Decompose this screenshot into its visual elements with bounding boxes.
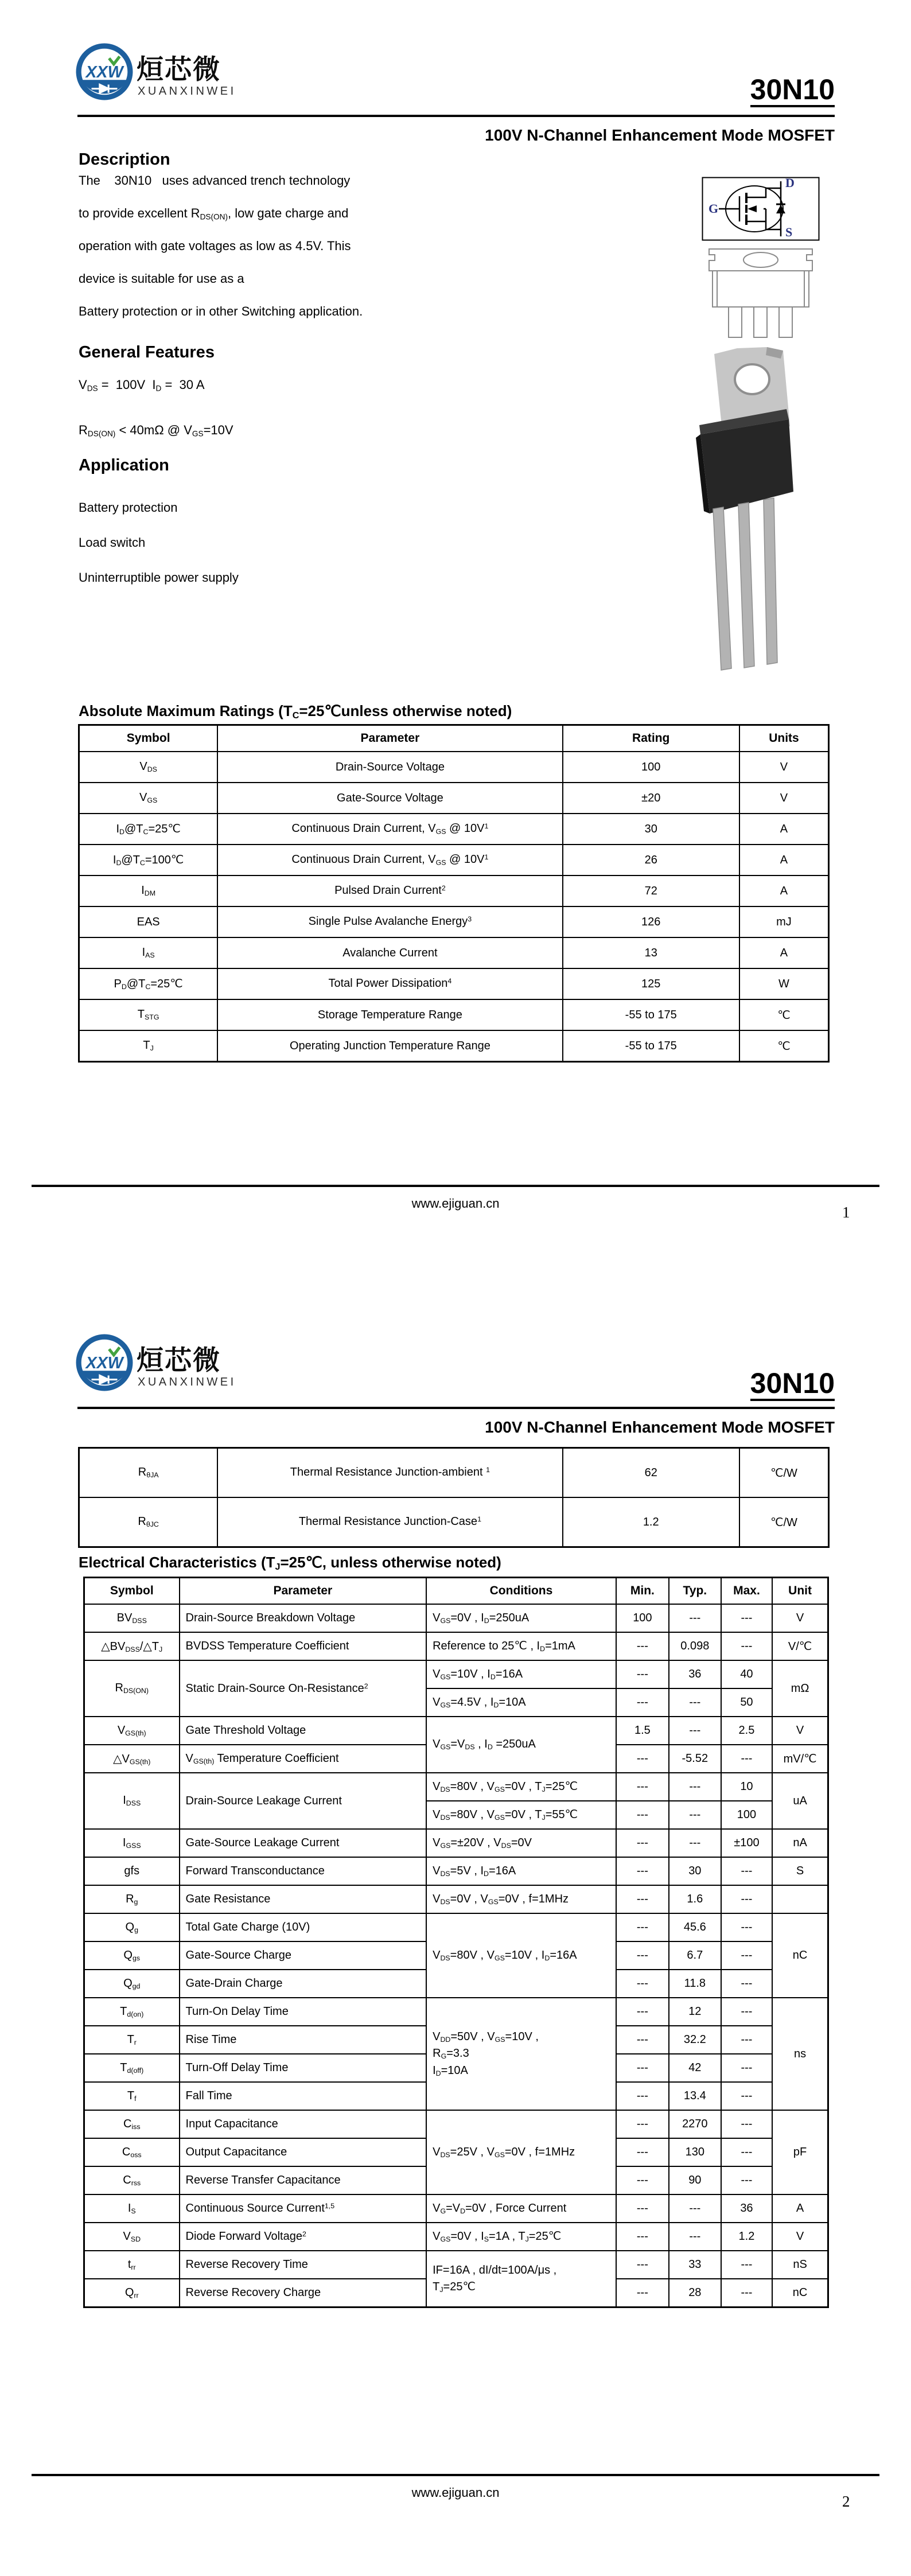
header-rule: [77, 1407, 835, 1409]
table-cell: 100: [721, 1801, 772, 1829]
table-cell: 125: [563, 968, 739, 999]
brand-logo-icon: [75, 42, 134, 101]
table-cell: $V_{GS}=0V$ , $I_S=1A$ , $T_J=25℃$: [426, 2223, 616, 2251]
table-cell: 30: [669, 1857, 721, 1885]
table-cell: 12: [669, 1998, 721, 2026]
table-cell: $C_{oss}$: [84, 2138, 180, 2166]
column-header: Symbol: [84, 1578, 180, 1605]
header-row: [79, 725, 829, 752]
table-row: [79, 1448, 829, 1498]
table-cell: W: [739, 968, 829, 999]
table-cell: $R_{\theta JA}$: [79, 1448, 218, 1498]
table-row: [79, 783, 829, 814]
table-cell: Gate-Source Leakage Current: [180, 1829, 427, 1857]
part-number: 30N10: [750, 1368, 835, 1401]
footer-rule: [32, 2474, 879, 2476]
table-cell: ---: [616, 1913, 669, 1941]
table-cell: BVDSS Temperature Coefficient: [180, 1632, 427, 1660]
table-cell: Rise Time: [180, 2026, 427, 2054]
table-cell: A: [772, 2194, 828, 2223]
table-cell: ---: [616, 1660, 669, 1688]
table-cell: $T_{d(on)}$: [84, 1998, 180, 2026]
table-cell: V: [739, 752, 829, 783]
column-header: Parameter: [217, 725, 562, 752]
page-2: [0, 1291, 911, 2576]
table-row: [84, 1632, 828, 1660]
table-cell: ---: [616, 1857, 669, 1885]
table-cell: mJ: [739, 906, 829, 937]
brand-name-en: XUANXINWEI: [138, 1376, 236, 1388]
table-cell: ---: [721, 2251, 772, 2279]
table-cell: $I_S$: [84, 2194, 180, 2223]
table-cell: ---: [616, 1829, 669, 1857]
column-header: Min.: [616, 1578, 669, 1605]
page-subtitle: 100V N-Channel Enhancement Mode MOSFET: [485, 1418, 835, 1436]
table-cell: 36: [721, 2194, 772, 2223]
table-cell: $I_D@T_C=25℃$: [79, 814, 218, 845]
table-cell: ---: [616, 2166, 669, 2194]
table-cell: $V_{GS}=4.5V$ , $I_D=10A$: [426, 1688, 616, 1717]
table-cell: Reference to 25℃ , $I_D=1mA$: [426, 1632, 616, 1660]
table-cell: $V_{DS}=80V$ , $V_{GS}=0V$ , $T_J=55℃$: [426, 1801, 616, 1829]
table-cell: Gate Threshold Voltage: [180, 1717, 427, 1745]
table-row: [79, 875, 829, 906]
table-cell: 0.098: [669, 1632, 721, 1660]
description-text: [79, 173, 446, 337]
text-line: Load switch: [79, 535, 146, 550]
table-cell: ±100: [721, 1829, 772, 1857]
table-cell: ---: [616, 2110, 669, 2138]
table-cell: IF=16A , dI/dt=100A/μs , $T_J=25℃$: [426, 2251, 616, 2307]
table-cell: S: [772, 1857, 828, 1885]
table-cell: $Q_g$: [84, 1913, 180, 1941]
table-cell: $C_{iss}$: [84, 2110, 180, 2138]
brand-name-cn: 烜芯微: [137, 54, 221, 84]
table-cell: ---: [721, 2082, 772, 2110]
table-cell: Reverse Recovery Charge: [180, 2279, 427, 2307]
table-cell: $T_{STG}$: [79, 999, 218, 1030]
table-cell: ---: [721, 1632, 772, 1660]
table-row: [79, 968, 829, 999]
table-cell: $V_{GS}=0V$ , $I_D=250uA$: [426, 1604, 616, 1632]
table-cell: mΩ: [772, 1660, 828, 1717]
table-cell: Forward Transconductance: [180, 1857, 427, 1885]
table-row: [84, 1717, 828, 1745]
text-line: Uninterruptible power supply: [79, 570, 239, 585]
table-cell: V: [772, 2223, 828, 2251]
text-line: Battery protection or in other Switching application.: [79, 304, 363, 319]
table-cell: 40: [721, 1660, 772, 1688]
table-cell: Turn-On Delay Time: [180, 1998, 427, 2026]
table-cell: ---: [721, 1857, 772, 1885]
table-cell: 33: [669, 2251, 721, 2279]
table-cell: 42: [669, 2054, 721, 2082]
table-cell: Gate Resistance: [180, 1885, 427, 1913]
text-line: Battery protection: [79, 500, 178, 515]
table-cell: $C_{rss}$: [84, 2166, 180, 2194]
table-cell: ℃/W: [739, 1497, 829, 1547]
table-row: [79, 845, 829, 875]
table-cell: Pulsed Drain Current$^2$: [217, 875, 562, 906]
table-cell: 13: [563, 937, 739, 968]
table-cell: $V_{DS}=0V$ , $V_{GS}=0V$ , f=1MHz: [426, 1885, 616, 1913]
table-cell: 50: [721, 1688, 772, 1717]
table-cell: ---: [669, 1688, 721, 1717]
to220-photo-icon: [696, 347, 793, 670]
table-cell: A: [739, 814, 829, 845]
table-cell: ---: [616, 2138, 669, 2166]
package-outline-figure: [704, 248, 817, 338]
table-cell: $V_{GS(th)}$: [84, 1717, 180, 1745]
table-cell: V: [772, 1604, 828, 1632]
application-heading: Application: [79, 456, 169, 474]
table-row: [84, 1660, 828, 1688]
table-cell: ns: [772, 1998, 828, 2110]
table-cell: $V_{GS}=\pm 20V$ , $V_{DS}=0V$: [426, 1829, 616, 1857]
table-cell: $V_{DS}=80V$ , $V_{GS}=0V$ , $T_J=25℃$: [426, 1773, 616, 1801]
table-row: [79, 752, 829, 783]
table-cell: ---: [721, 1970, 772, 1998]
table-row: [84, 1885, 828, 1913]
table-cell: Output Capacitance: [180, 2138, 427, 2166]
header-row: [84, 1578, 828, 1605]
column-header: Unit: [772, 1578, 828, 1605]
mosfet-symbol-figure: [702, 177, 820, 241]
drain-label: D: [785, 177, 795, 190]
table-row: [84, 2194, 828, 2223]
footer-url: www.ejiguan.cn: [411, 1196, 500, 1211]
table-cell: Drain-Source Leakage Current: [180, 1773, 427, 1829]
table-cell: $V_{GS}$: [79, 783, 218, 814]
table-cell: $V_{GS(th)}$ Temperature Coefficient: [180, 1745, 427, 1773]
table-cell: 2270: [669, 2110, 721, 2138]
table-cell: ---: [669, 1773, 721, 1801]
text-line: $R_{DS(ON)} < 40m\Omega$ @ $V_{GS}=10V$: [79, 423, 233, 438]
table-cell: ---: [721, 1913, 772, 1941]
column-header: Parameter: [180, 1578, 427, 1605]
table-cell: Total Power Dissipation$^4$: [217, 968, 562, 999]
table-cell: $Q_{gd}$: [84, 1970, 180, 1998]
table-cell: $V_{DS}=25V$ , $V_{GS}=0V$ , f=1MHz: [426, 2110, 616, 2194]
text-line: operation with gate voltages as low as 4.5V. This: [79, 239, 351, 254]
table-cell: Turn-Off Delay Time: [180, 2054, 427, 2082]
table-row: [79, 1030, 829, 1062]
table-cell: ---: [669, 1604, 721, 1632]
general-features-text: [79, 378, 446, 469]
table-cell: Continuous Drain Current, $V_{GS}$ @ $10V^1$: [217, 845, 562, 875]
table-cell: 36: [669, 1660, 721, 1688]
elec-table: [83, 1577, 829, 2308]
table-row: [84, 1857, 828, 1885]
general-features-heading: General Features: [79, 343, 215, 361]
table-cell: ---: [616, 1941, 669, 1970]
table-cell: 13.4: [669, 2082, 721, 2110]
gate-label: G: [708, 201, 719, 216]
column-header: Symbol: [79, 725, 218, 752]
text-line: device is suitable for use as a: [79, 271, 244, 286]
table-cell: 1.6: [669, 1885, 721, 1913]
table-cell: 62: [563, 1448, 739, 1498]
table-cell: 2.5: [721, 1717, 772, 1745]
part-number: 30N10: [750, 75, 835, 107]
table-cell: $\triangle V_{GS(th)}$: [84, 1745, 180, 1773]
table-cell: 130: [669, 2138, 721, 2166]
table-cell: Gate-Drain Charge: [180, 1970, 427, 1998]
table-cell: V: [739, 783, 829, 814]
footer-rule: [32, 1185, 879, 1187]
table-row: [79, 814, 829, 845]
table-cell: Thermal Resistance Junction-ambient $^1$: [217, 1448, 562, 1498]
table-cell: EAS: [79, 906, 218, 937]
table-cell: Total Gate Charge (10V): [180, 1913, 427, 1941]
table-cell: Thermal Resistance Junction-Case$^1$: [217, 1497, 562, 1547]
table-cell: ---: [669, 1829, 721, 1857]
table-cell: ---: [616, 1970, 669, 1998]
table-cell: 100: [563, 752, 739, 783]
table-cell: $V_G=V_D=0V$ , Force Current: [426, 2194, 616, 2223]
table-cell: ---: [616, 1801, 669, 1829]
table-cell: Diode Forward Voltage$^2$: [180, 2223, 427, 2251]
description-heading: Description: [79, 150, 170, 169]
header-rule: [77, 115, 835, 117]
table-cell: Drain-Source Breakdown Voltage: [180, 1604, 427, 1632]
table-cell: 32.2: [669, 2026, 721, 2054]
table-cell: ---: [616, 1632, 669, 1660]
package-photo-figure: [680, 347, 803, 680]
table-cell: $I_{GSS}$: [84, 1829, 180, 1857]
table-cell: ℃: [739, 999, 829, 1030]
table-cell: 6.7: [669, 1941, 721, 1970]
table-row: [84, 2251, 828, 2279]
table-cell: $V_{SD}$: [84, 2223, 180, 2251]
table-cell: $T_r$: [84, 2026, 180, 2054]
brand-logo-icon: [75, 1333, 134, 1392]
table-cell: $Q_{gs}$: [84, 1941, 180, 1970]
table-cell: ---: [721, 1941, 772, 1970]
table-cell: $\triangle BV_{DSS}/\triangle T_J$: [84, 1632, 180, 1660]
table-cell: $T_f$: [84, 2082, 180, 2110]
table-cell: 10: [721, 1773, 772, 1801]
table-cell: $I_D@T_C=100℃$: [79, 845, 218, 875]
table-cell: $I_{DSS}$: [84, 1773, 180, 1829]
table-cell: A: [739, 845, 829, 875]
table-cell: ℃: [739, 1030, 829, 1062]
table-cell: $R_{DS(ON)}$: [84, 1660, 180, 1717]
table-cell: ---: [721, 1604, 772, 1632]
table-cell: nS: [772, 2251, 828, 2279]
table-row: [79, 999, 829, 1030]
table-cell: $T_{d(off)}$: [84, 2054, 180, 2082]
table-cell: nC: [772, 2279, 828, 2307]
table-cell: ---: [669, 2223, 721, 2251]
table-cell: -55 to 175: [563, 1030, 739, 1062]
table-cell: $Q_{rr}$: [84, 2279, 180, 2307]
table-cell: ℃/W: [739, 1448, 829, 1498]
table-cell: 28: [669, 2279, 721, 2307]
table-cell: $V_{GS}=V_{DS}$ , $I_D =250uA$: [426, 1717, 616, 1773]
amr-table: [78, 724, 830, 1063]
table-cell: Single Pulse Avalanche Energy$^3$: [217, 906, 562, 937]
table-cell: $T_J$: [79, 1030, 218, 1062]
page-number: 1: [842, 1204, 850, 1221]
table-cell: ---: [669, 2194, 721, 2223]
table-cell: $t_{rr}$: [84, 2251, 180, 2279]
table-cell: Drain-Source Voltage: [217, 752, 562, 783]
table-cell: $I_{AS}$: [79, 937, 218, 968]
table-cell: Reverse Transfer Capacitance: [180, 2166, 427, 2194]
table-cell: 1.2: [563, 1497, 739, 1547]
table-cell: Gate-Source Charge: [180, 1941, 427, 1970]
table-cell: ---: [616, 2082, 669, 2110]
table-cell: $P_D@T_C=25℃$: [79, 968, 218, 999]
table-cell: ---: [721, 1885, 772, 1913]
table-cell: mV/℃: [772, 1745, 828, 1773]
table-cell: Avalanche Current: [217, 937, 562, 968]
table-cell: 72: [563, 875, 739, 906]
table-cell: 1.5: [616, 1717, 669, 1745]
table-cell: ---: [616, 2223, 669, 2251]
table-row: [79, 1497, 829, 1547]
text-line: to provide excellent $R_{DS(ON)}$, low gate charge and: [79, 206, 349, 221]
page-number: 2: [842, 2493, 850, 2510]
table-cell: 26: [563, 845, 739, 875]
table-row: [79, 937, 829, 968]
table-cell: V: [772, 1717, 828, 1745]
table-row: [84, 1604, 828, 1632]
table-cell: A: [739, 875, 829, 906]
table-cell: ---: [669, 1801, 721, 1829]
table-cell: ---: [616, 2054, 669, 2082]
table-row: [79, 906, 829, 937]
table-cell: Input Capacitance: [180, 2110, 427, 2138]
table-cell: Fall Time: [180, 2082, 427, 2110]
table-cell: Storage Temperature Range: [217, 999, 562, 1030]
table-cell: nA: [772, 1829, 828, 1857]
brand-name-cn: 烜芯微: [137, 1345, 221, 1375]
table-cell: Static Drain-Source On-Resistance$^2$: [180, 1660, 427, 1717]
table-cell: Reverse Recovery Time: [180, 2251, 427, 2279]
table-cell: gfs: [84, 1857, 180, 1885]
table-cell: ---: [721, 2054, 772, 2082]
table-cell: $R_{\theta JC}$: [79, 1497, 218, 1547]
table-cell: A: [739, 937, 829, 968]
table-cell: ---: [616, 2194, 669, 2223]
table-cell: -55 to 175: [563, 999, 739, 1030]
to220-outline-icon: [709, 249, 812, 337]
table-cell: ---: [721, 1998, 772, 2026]
table-cell: $BV_{DSS}$: [84, 1604, 180, 1632]
table-cell: 30: [563, 814, 739, 845]
column-header: Rating: [563, 725, 739, 752]
table-cell: 100: [616, 1604, 669, 1632]
table-cell: nC: [772, 1913, 828, 1998]
table-cell: V/℃: [772, 1632, 828, 1660]
table-cell: $I_{DM}$: [79, 875, 218, 906]
table-cell: $V_{DD}=50V$ , $V_{GS}=10V$ , $R_G=3.3$ $I_D=10A$: [426, 1998, 616, 2110]
elec-heading: Electrical Characteristics ($T_J=25℃$, unless otherwise noted): [79, 1554, 501, 1573]
table-cell: 11.8: [669, 1970, 721, 1998]
table-cell: uA: [772, 1773, 828, 1829]
column-header: Max.: [721, 1578, 772, 1605]
text-line: The 30N10 uses advanced trench technology: [79, 173, 351, 188]
table-cell: ---: [721, 2138, 772, 2166]
column-header: Typ.: [669, 1578, 721, 1605]
table-row: [84, 2223, 828, 2251]
logo-monogram: XXW: [85, 63, 123, 82]
column-header: Units: [739, 725, 829, 752]
table-cell: ---: [721, 2279, 772, 2307]
footer-url: www.ejiguan.cn: [411, 2485, 500, 2500]
table-cell: ---: [616, 2026, 669, 2054]
table-cell: ---: [721, 2110, 772, 2138]
table-row: [84, 1829, 828, 1857]
table-cell: ---: [616, 1773, 669, 1801]
table-cell: ---: [616, 2251, 669, 2279]
table-cell: ---: [616, 2279, 669, 2307]
logo-monogram: XXW: [85, 1354, 123, 1373]
table-cell: $R_g$: [84, 1885, 180, 1913]
column-header: Conditions: [426, 1578, 616, 1605]
table-cell: $V_{DS}=5V$ , $I_D=16A$: [426, 1857, 616, 1885]
table-cell: -5.52: [669, 1745, 721, 1773]
table-cell: ---: [616, 1688, 669, 1717]
table-cell: Continuous Source Current$^{1,5}$: [180, 2194, 427, 2223]
table-row: [84, 2110, 828, 2138]
table-cell: Gate-Source Voltage: [217, 783, 562, 814]
table-row: [84, 1773, 828, 1801]
table-cell: ---: [721, 1745, 772, 1773]
table-cell: ---: [669, 1717, 721, 1745]
table-cell: ---: [721, 2026, 772, 2054]
page-subtitle: 100V N-Channel Enhancement Mode MOSFET: [485, 126, 835, 144]
amr-heading: Absolute Maximum Ratings ($T_C=25℃unless$ otherwise noted): [79, 702, 512, 721]
table-cell: ---: [721, 2166, 772, 2194]
table-cell: Continuous Drain Current, $V_{GS}$ @ $10V^1$: [217, 814, 562, 845]
text-line: $V_{DS} = 100V$ $I_D = 30$ A: [79, 378, 205, 393]
table-cell: 45.6: [669, 1913, 721, 1941]
table-row: [84, 1998, 828, 2026]
table-cell: 1.2: [721, 2223, 772, 2251]
table-cell: ---: [616, 1745, 669, 1773]
thermal-table: [78, 1447, 830, 1548]
table-cell: ---: [616, 1998, 669, 2026]
table-cell: ±20: [563, 783, 739, 814]
table-cell: $V_{DS}$: [79, 752, 218, 783]
table-cell: 126: [563, 906, 739, 937]
table-cell: pF: [772, 2110, 828, 2194]
brand-name-en: XUANXINWEI: [138, 85, 236, 98]
table-cell: $V_{DS}=80V$ , $V_{GS}=10V$ , $I_D=16A$: [426, 1913, 616, 1998]
table-cell: 90: [669, 2166, 721, 2194]
table-cell: [772, 1885, 828, 1913]
source-label: S: [785, 225, 793, 239]
table-cell: Operating Junction Temperature Range: [217, 1030, 562, 1062]
application-text: [79, 500, 446, 605]
table-cell: $V_{GS}=10V$ , $I_D=16A$: [426, 1660, 616, 1688]
table-cell: ---: [616, 1885, 669, 1913]
table-row: [84, 1913, 828, 1941]
